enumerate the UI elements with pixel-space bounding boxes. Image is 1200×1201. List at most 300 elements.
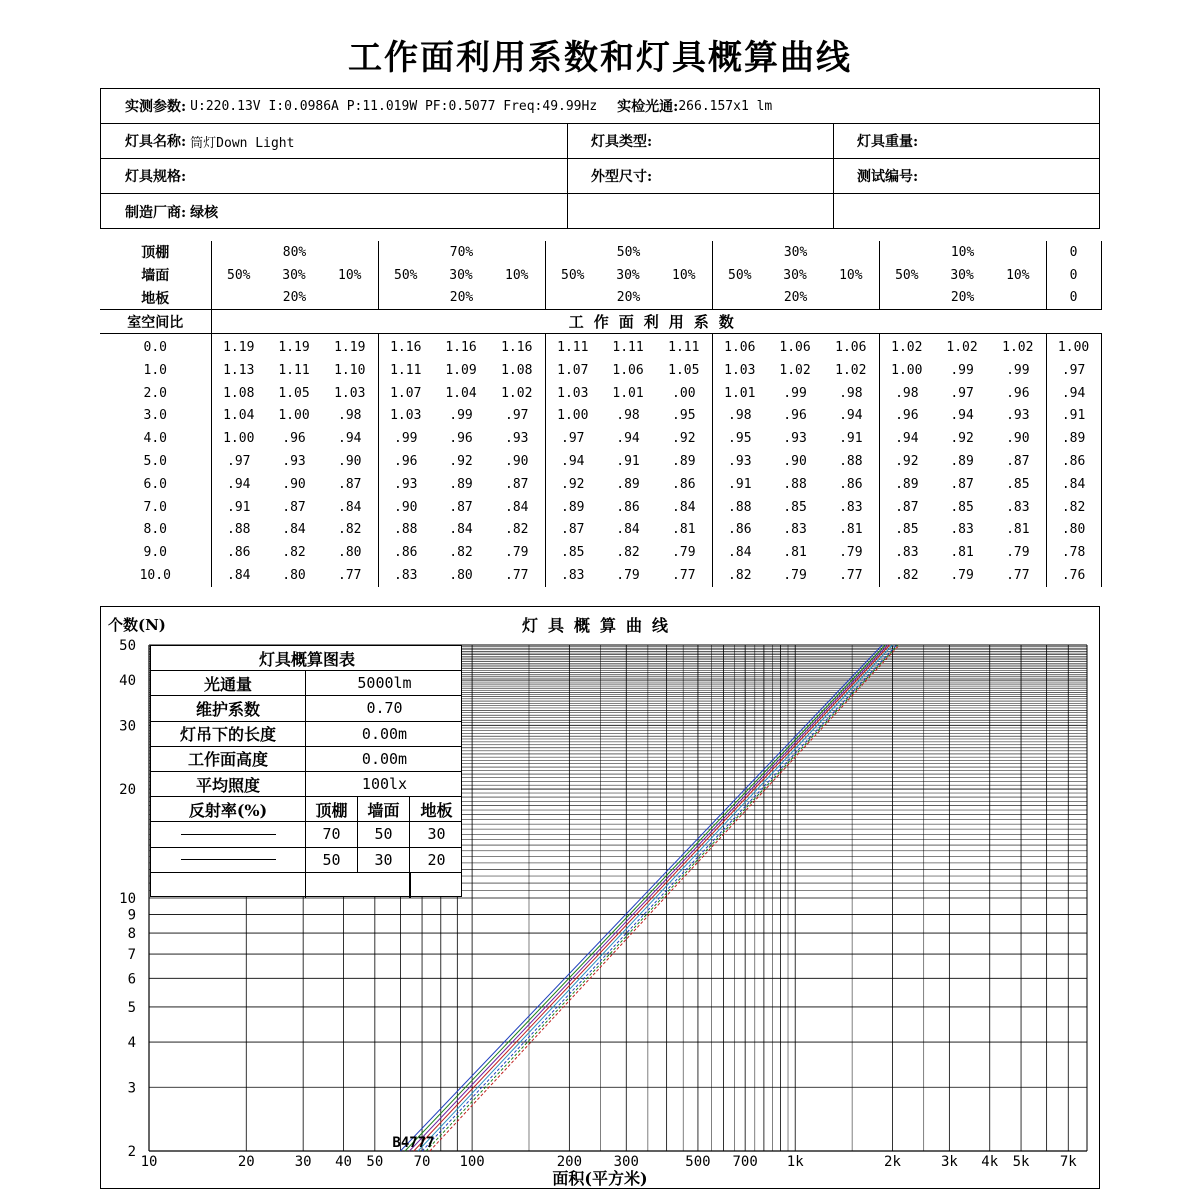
x-tick-label: 500 bbox=[685, 1154, 711, 1170]
cu-cell: .87 bbox=[282, 499, 306, 515]
cu-cell: .86 bbox=[227, 545, 251, 561]
cu-cell: .99 bbox=[950, 362, 974, 378]
cu-cell: .85 bbox=[950, 499, 974, 515]
y-tick-label: 30 bbox=[119, 718, 136, 735]
cu-cell: .99 bbox=[990, 359, 1046, 382]
line-sample bbox=[181, 859, 276, 860]
refl-value: 20 bbox=[427, 850, 446, 869]
cu-cell: 1.02 bbox=[990, 334, 1046, 359]
cu-cell: .88 bbox=[394, 522, 418, 538]
legend-title-row bbox=[151, 646, 461, 671]
ceiling-label: 顶棚 bbox=[100, 241, 211, 264]
cu-cell: 1.03 bbox=[322, 382, 378, 405]
rcr-value: 10.0 bbox=[100, 564, 211, 587]
cu-cell: .90 bbox=[394, 499, 418, 515]
legend-key: 维护系数 bbox=[151, 696, 306, 720]
floor-value: 20% bbox=[378, 287, 545, 310]
cu-cell: .93 bbox=[394, 476, 418, 492]
cu-cell: .83 bbox=[895, 545, 919, 561]
series-start-label: B4777 bbox=[392, 1135, 435, 1151]
cu-cell: .89 bbox=[656, 450, 712, 473]
maker-label: 制造厂商: bbox=[125, 204, 187, 221]
legend-value: 0.70 bbox=[366, 699, 403, 718]
wall-value: 50% bbox=[394, 267, 418, 283]
cu-cell: 1.00 bbox=[557, 408, 589, 424]
cu-cell: .94 bbox=[1046, 382, 1101, 405]
cu-cell: 1.01 bbox=[724, 385, 756, 401]
cu-cell: 1.06 bbox=[612, 362, 644, 378]
cu-cell: 1.00 bbox=[1046, 334, 1101, 359]
cu-cell: .88 bbox=[227, 522, 251, 538]
x-tick-label: 5k bbox=[1012, 1154, 1030, 1170]
ceiling-value: 0 bbox=[1046, 241, 1101, 264]
cu-cell: .98 bbox=[823, 382, 879, 405]
cu-cell: 1.06 bbox=[779, 340, 811, 356]
cu-cell: .89 bbox=[616, 476, 640, 492]
chart-y-axis-label: 个数(N) bbox=[108, 616, 166, 634]
y-tick-label: 3 bbox=[127, 1080, 136, 1097]
cu-cell: .96 bbox=[449, 431, 473, 447]
legend-row bbox=[151, 772, 461, 797]
cu-cell: 1.00 bbox=[223, 431, 255, 447]
line-sample bbox=[181, 834, 276, 835]
wall-value: 10% bbox=[990, 264, 1046, 287]
cu-cell: 1.02 bbox=[779, 362, 811, 378]
wall-value: 30% bbox=[282, 267, 306, 283]
cu-cell: .93 bbox=[728, 454, 752, 470]
cu-cell: 1.07 bbox=[557, 362, 589, 378]
cu-cell: .94 bbox=[616, 431, 640, 447]
cu-cell: .84 bbox=[322, 496, 378, 519]
cu-cell: .97 bbox=[227, 454, 251, 470]
y-tick-label: 50 bbox=[119, 638, 136, 654]
rcr-value: 8.0 bbox=[100, 519, 211, 542]
name-label: 灯具名称: bbox=[125, 134, 187, 150]
legend-title: 灯具概算图表 bbox=[258, 649, 355, 669]
cu-cell: .89 bbox=[950, 454, 974, 470]
cu-cell: .91 bbox=[728, 476, 752, 492]
cu-label: 工作面利用系数 bbox=[211, 310, 1101, 334]
cu-cell: .94 bbox=[561, 454, 585, 470]
legend-value: 0.00m bbox=[361, 724, 408, 743]
wall-value: 50% bbox=[227, 267, 251, 283]
cu-cell: .79 bbox=[823, 541, 879, 564]
cu-cell: .89 bbox=[895, 476, 919, 492]
cu-cell: .98 bbox=[616, 408, 640, 424]
legend-value: 0.00m bbox=[361, 749, 408, 768]
testno-label: 测试编号: bbox=[857, 169, 919, 185]
cu-cell: .86 bbox=[728, 522, 752, 538]
cu-cell: 1.08 bbox=[223, 385, 255, 401]
refl-head: 顶棚 bbox=[306, 797, 358, 821]
cu-cell: 1.11 bbox=[557, 340, 589, 356]
cu-cell: 1.16 bbox=[445, 340, 477, 356]
cu-cell: .79 bbox=[783, 568, 807, 584]
cu-cell: .84 bbox=[449, 522, 473, 538]
cu-cell: .82 bbox=[282, 545, 306, 561]
ceiling-value: 50% bbox=[545, 241, 712, 264]
cu-cell: .97 bbox=[561, 431, 585, 447]
legend-row bbox=[151, 671, 461, 696]
cu-cell: 1.16 bbox=[489, 334, 545, 359]
cu-cell: .84 bbox=[282, 522, 306, 538]
cu-cell: .84 bbox=[616, 522, 640, 538]
name-value: 筒灯Down Light bbox=[190, 135, 295, 151]
cu-cell: .92 bbox=[449, 454, 473, 470]
cu-cell: .77 bbox=[656, 564, 712, 587]
cu-cell: .83 bbox=[990, 496, 1046, 519]
cu-cell: .90 bbox=[990, 427, 1046, 450]
flux-value: 266.157x1 lm bbox=[678, 98, 773, 114]
cu-cell: .77 bbox=[322, 564, 378, 587]
wall-label: 墙面 bbox=[100, 264, 211, 287]
y-tick-label: 8 bbox=[127, 926, 136, 943]
cu-cell: 1.06 bbox=[724, 340, 756, 356]
legend-key: 工作面高度 bbox=[151, 747, 306, 771]
legend-key: 灯吊下的长度 bbox=[151, 722, 306, 746]
cu-cell: .90 bbox=[322, 450, 378, 473]
cu-cell: 1.02 bbox=[891, 340, 923, 356]
y-tick-label: 4 bbox=[127, 1035, 136, 1052]
legend-empty-row bbox=[151, 873, 461, 898]
wall-value: 0 bbox=[1046, 264, 1101, 287]
cu-cell: .97 bbox=[1046, 359, 1101, 382]
y-tick-label: 10 bbox=[119, 891, 136, 907]
refl-head: 墙面 bbox=[358, 797, 410, 821]
rcr-value: 4.0 bbox=[100, 427, 211, 450]
cu-cell: .77 bbox=[823, 564, 879, 587]
legend-line-swatch bbox=[151, 822, 306, 846]
cu-cell: .84 bbox=[227, 568, 251, 584]
cu-cell: .91 bbox=[823, 427, 879, 450]
cu-cell: 1.16 bbox=[390, 340, 422, 356]
chart-x-axis-label: 面积(平方米) bbox=[552, 1169, 648, 1188]
rcr-value: 6.0 bbox=[100, 473, 211, 496]
cu-cell: 1.11 bbox=[390, 362, 422, 378]
cu-cell: 1.00 bbox=[278, 408, 310, 424]
cu-cell: .00 bbox=[656, 382, 712, 405]
cu-cell: .82 bbox=[322, 519, 378, 542]
cu-cell: .93 bbox=[990, 405, 1046, 428]
cu-cell: .89 bbox=[1046, 427, 1101, 450]
cu-cell: .76 bbox=[1046, 564, 1101, 587]
x-tick-label: 20 bbox=[237, 1154, 255, 1170]
cu-cell: .90 bbox=[489, 450, 545, 473]
cu-cell: 1.02 bbox=[946, 340, 978, 356]
wall-value: 30% bbox=[783, 267, 807, 283]
cu-cell: .82 bbox=[895, 568, 919, 584]
cu-cell: .99 bbox=[783, 385, 807, 401]
cu-cell: .82 bbox=[1046, 496, 1101, 519]
cu-cell: .83 bbox=[783, 522, 807, 538]
x-tick-label: 300 bbox=[613, 1154, 639, 1170]
cu-cell: 1.13 bbox=[223, 362, 255, 378]
rcr-value: 0.0 bbox=[100, 334, 211, 359]
wall-value: 10% bbox=[489, 264, 545, 287]
cu-cell: .97 bbox=[950, 385, 974, 401]
x-tick-label: 100 bbox=[459, 1154, 485, 1170]
cu-cell: .96 bbox=[394, 454, 418, 470]
wall-value: 50% bbox=[561, 267, 585, 283]
y-tick-label: 7 bbox=[127, 947, 136, 964]
cu-cell: 1.19 bbox=[223, 340, 255, 356]
cu-cell: .94 bbox=[227, 476, 251, 492]
wall-value: 10% bbox=[823, 264, 879, 287]
y-tick-label: 20 bbox=[119, 782, 136, 799]
cu-cell: .81 bbox=[656, 519, 712, 542]
cu-cell: 1.10 bbox=[322, 359, 378, 382]
refl-value: 30 bbox=[427, 825, 446, 844]
ceiling-value: 30% bbox=[712, 241, 879, 264]
weight-label: 灯具重量: bbox=[857, 134, 919, 150]
rcr-value: 1.0 bbox=[100, 359, 211, 382]
cu-cell: 1.11 bbox=[612, 340, 644, 356]
cu-cell: 1.04 bbox=[223, 408, 255, 424]
wall-value: 10% bbox=[656, 264, 712, 287]
x-tick-label: 2k bbox=[884, 1154, 901, 1170]
y-tick-label: 40 bbox=[119, 673, 136, 690]
cu-cell: .83 bbox=[561, 568, 585, 584]
cu-cell: .88 bbox=[728, 499, 752, 515]
cu-cell: .86 bbox=[823, 473, 879, 496]
cu-cell: .81 bbox=[823, 519, 879, 542]
cu-cell: .96 bbox=[895, 408, 919, 424]
refl-value: 30 bbox=[358, 848, 410, 872]
floor-value: 20% bbox=[712, 287, 879, 310]
cu-cell: .95 bbox=[728, 431, 752, 447]
cu-cell: .86 bbox=[656, 473, 712, 496]
cu-cell: 1.02 bbox=[489, 382, 545, 405]
cu-cell: 1.06 bbox=[823, 334, 879, 359]
legend-key: 光通量 bbox=[151, 671, 306, 695]
cu-cell: .85 bbox=[783, 499, 807, 515]
cu-cell: 1.03 bbox=[390, 408, 422, 424]
cu-cell: .94 bbox=[322, 427, 378, 450]
x-tick-label: 200 bbox=[556, 1154, 583, 1170]
legend-divider bbox=[151, 873, 306, 898]
cu-cell: .82 bbox=[728, 568, 752, 584]
cu-cell: 1.00 bbox=[891, 362, 923, 378]
legend-row bbox=[151, 747, 461, 772]
rcr-label: 室空间比 bbox=[100, 310, 211, 334]
cu-cell: .87 bbox=[950, 476, 974, 492]
legend-refl-row bbox=[151, 822, 461, 847]
cu-cell: .77 bbox=[990, 564, 1046, 587]
x-tick-label: 4k bbox=[981, 1154, 999, 1170]
refl-value: 70 bbox=[306, 822, 358, 846]
rcr-value: 5.0 bbox=[100, 450, 211, 473]
cu-cell: 1.09 bbox=[445, 362, 477, 378]
cu-cell: 1.05 bbox=[656, 359, 712, 382]
floor-value: 20% bbox=[879, 287, 1046, 310]
cu-cell: .98 bbox=[322, 405, 378, 428]
cu-cell: .91 bbox=[1046, 405, 1101, 428]
cu-cell: .85 bbox=[990, 473, 1046, 496]
maker-value: 绿核 bbox=[190, 204, 219, 221]
cu-cell: 1.05 bbox=[278, 385, 310, 401]
cu-cell: .83 bbox=[950, 522, 974, 538]
legend-empty bbox=[306, 873, 410, 898]
y-tick-label: 2 bbox=[127, 1144, 136, 1160]
type-label: 灯具类型: bbox=[591, 134, 653, 150]
cu-cell: .85 bbox=[561, 545, 585, 561]
legend-empty bbox=[410, 873, 411, 898]
cu-cell: .97 bbox=[489, 405, 545, 428]
cu-cell: 1.03 bbox=[557, 385, 589, 401]
cu-cell: .79 bbox=[489, 541, 545, 564]
cu-cell: .81 bbox=[990, 519, 1046, 542]
cu-cell: .84 bbox=[1046, 473, 1101, 496]
refl-value: 50 bbox=[358, 822, 410, 846]
cu-cell: .99 bbox=[449, 408, 473, 424]
cu-cell: .94 bbox=[950, 408, 974, 424]
y-tick-label: 5 bbox=[127, 999, 136, 1016]
cu-cell: 1.11 bbox=[656, 334, 712, 359]
legend-refl-head bbox=[151, 797, 461, 822]
cu-cell: 1.07 bbox=[390, 385, 422, 401]
x-tick-label: 7k bbox=[1059, 1154, 1077, 1170]
cu-cell: .95 bbox=[656, 405, 712, 428]
spec-label: 灯具规格: bbox=[125, 169, 187, 185]
cu-cell: .92 bbox=[561, 476, 585, 492]
cu-cell: .81 bbox=[783, 545, 807, 561]
cu-cell: .87 bbox=[561, 522, 585, 538]
cu-cell: .92 bbox=[950, 431, 974, 447]
cu-cell: 1.19 bbox=[278, 340, 310, 356]
cu-cell: 1.11 bbox=[278, 362, 310, 378]
legend-line-swatch bbox=[151, 848, 306, 872]
cu-cell: .86 bbox=[394, 545, 418, 561]
cu-cell: .80 bbox=[1046, 519, 1101, 542]
cu-cell: .91 bbox=[227, 499, 251, 515]
estimation-legend-table bbox=[150, 645, 462, 897]
wall-value: 10% bbox=[322, 264, 378, 287]
cu-cell: .79 bbox=[990, 541, 1046, 564]
cu-cell: 1.08 bbox=[489, 359, 545, 382]
legend-refl-row bbox=[151, 848, 461, 873]
cu-cell: .81 bbox=[950, 545, 974, 561]
cu-cell: .77 bbox=[489, 564, 545, 587]
cu-cell: .79 bbox=[950, 568, 974, 584]
ceiling-value: 80% bbox=[211, 241, 378, 264]
cu-cell: .78 bbox=[1046, 541, 1101, 564]
cu-cell: .98 bbox=[895, 385, 919, 401]
floor-value: 0 bbox=[1046, 287, 1101, 310]
rcr-value: 2.0 bbox=[100, 382, 211, 405]
legend-key: 平均照度 bbox=[151, 772, 306, 796]
cu-cell: .91 bbox=[616, 454, 640, 470]
refl-label: 反射率(%) bbox=[151, 797, 306, 821]
cu-cell: .82 bbox=[616, 545, 640, 561]
measured-label: 实测参数: bbox=[125, 99, 187, 115]
cu-cell: .92 bbox=[895, 454, 919, 470]
cu-cell: .93 bbox=[783, 431, 807, 447]
floor-value: 20% bbox=[211, 287, 378, 310]
cu-cell: .87 bbox=[895, 499, 919, 515]
legend-row bbox=[151, 722, 461, 747]
wall-value: 30% bbox=[449, 267, 473, 283]
cu-cell: .94 bbox=[895, 431, 919, 447]
cu-cell: .93 bbox=[282, 454, 306, 470]
cu-cell: .84 bbox=[656, 496, 712, 519]
cu-cell: .89 bbox=[561, 499, 585, 515]
x-tick-label: 1k bbox=[786, 1154, 804, 1170]
x-tick-label: 30 bbox=[294, 1154, 312, 1170]
cu-cell: .90 bbox=[282, 476, 306, 492]
cu-cell: .86 bbox=[616, 499, 640, 515]
rcr-value: 9.0 bbox=[100, 541, 211, 564]
cu-cell: .87 bbox=[990, 450, 1046, 473]
floor-label: 地板 bbox=[100, 287, 211, 310]
cu-cell: .86 bbox=[1046, 450, 1101, 473]
cu-cell: .87 bbox=[449, 499, 473, 515]
cu-cell: .80 bbox=[449, 568, 473, 584]
cu-cell: .87 bbox=[322, 473, 378, 496]
x-tick-label: 3k bbox=[940, 1154, 958, 1170]
cu-cell: .84 bbox=[728, 545, 752, 561]
cu-cell: .90 bbox=[783, 454, 807, 470]
floor-value: 20% bbox=[545, 287, 712, 310]
cu-cell: .83 bbox=[394, 568, 418, 584]
cu-cell: .92 bbox=[656, 427, 712, 450]
wall-value: 30% bbox=[616, 267, 640, 283]
legend-row bbox=[151, 696, 461, 721]
cu-cell: .98 bbox=[728, 408, 752, 424]
cu-cell: .82 bbox=[449, 545, 473, 561]
legend-value: 5000lm bbox=[357, 674, 412, 693]
y-tick-label: 6 bbox=[127, 971, 136, 988]
flux-label: 实检光通: bbox=[617, 99, 679, 115]
cu-cell: .80 bbox=[282, 568, 306, 584]
cu-cell: .88 bbox=[823, 450, 879, 473]
cu-cell: .80 bbox=[322, 541, 378, 564]
cu-cell: .89 bbox=[449, 476, 473, 492]
cu-cell: 1.01 bbox=[612, 385, 644, 401]
ceiling-value: 70% bbox=[378, 241, 545, 264]
wall-value: 50% bbox=[895, 267, 919, 283]
cu-cell: .84 bbox=[489, 496, 545, 519]
cu-cell: .96 bbox=[783, 408, 807, 424]
cu-cell: .88 bbox=[783, 476, 807, 492]
wall-value: 50% bbox=[728, 267, 752, 283]
chart-title: 灯具概算曲线 bbox=[521, 616, 678, 635]
legend-value: 100lx bbox=[361, 775, 408, 794]
cu-cell: 1.03 bbox=[724, 362, 756, 378]
cu-cell: .79 bbox=[616, 568, 640, 584]
cu-cell: 1.02 bbox=[823, 359, 879, 382]
cu-cell: .96 bbox=[990, 382, 1046, 405]
x-tick-label: 40 bbox=[335, 1154, 352, 1170]
cu-cell: .93 bbox=[489, 427, 545, 450]
cu-cell: .99 bbox=[394, 431, 418, 447]
measured-value: U:220.13V I:0.0986A P:11.019W PF:0.5077 Freq:49.99Hz bbox=[190, 98, 598, 114]
x-tick-label: 50 bbox=[366, 1154, 384, 1170]
cu-cell: 1.04 bbox=[445, 385, 477, 401]
refl-head: 地板 bbox=[420, 800, 453, 820]
cu-cell: .94 bbox=[823, 405, 879, 428]
size-label: 外型尺寸: bbox=[591, 169, 653, 185]
cu-cell: 1.19 bbox=[322, 334, 378, 359]
cu-cell: .82 bbox=[489, 519, 545, 542]
page-title: 工作面利用系数和灯具概算曲线 bbox=[348, 38, 852, 78]
rcr-value: 3.0 bbox=[100, 405, 211, 428]
y-tick-label: 9 bbox=[127, 907, 136, 924]
cu-cell: .96 bbox=[282, 431, 306, 447]
cu-cell: .87 bbox=[489, 473, 545, 496]
cu-cell: .79 bbox=[656, 541, 712, 564]
refl-value: 50 bbox=[306, 848, 358, 872]
x-tick-label: 700 bbox=[732, 1154, 758, 1170]
